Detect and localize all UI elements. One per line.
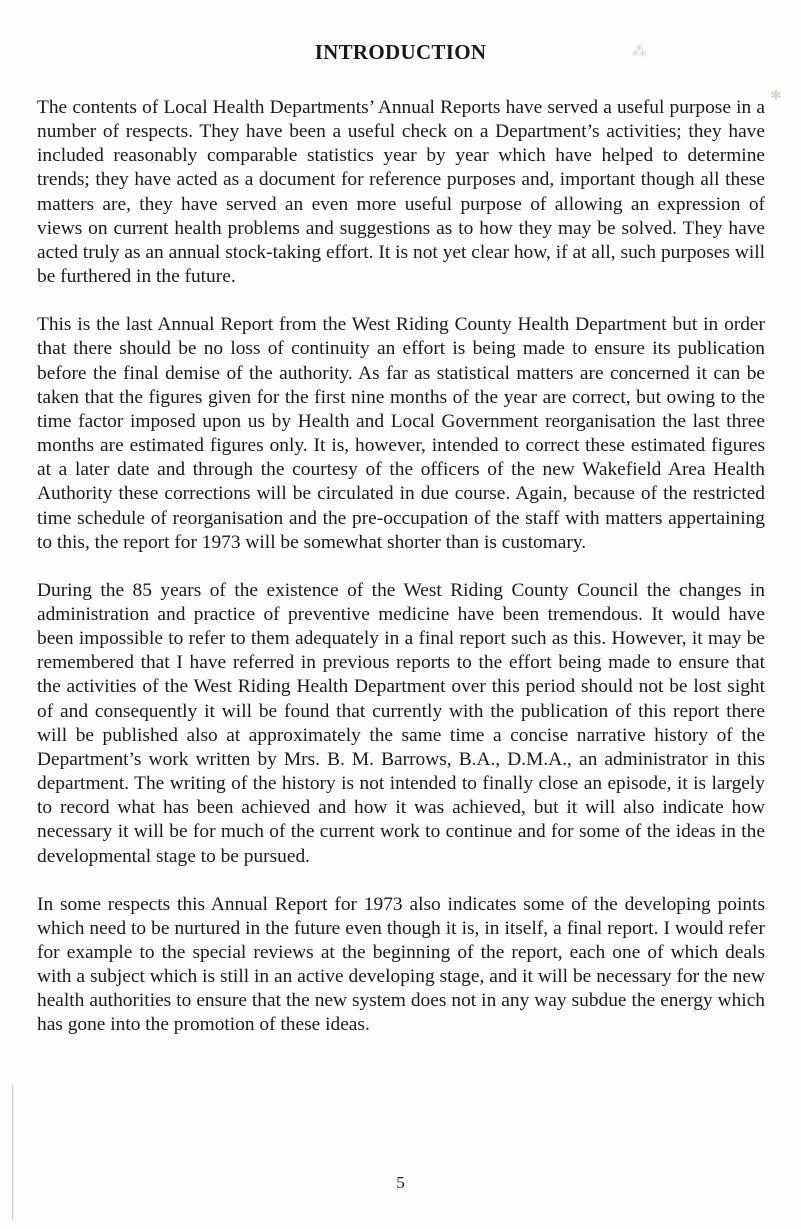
scan-edge-line bbox=[12, 1085, 13, 1220]
paragraph-4: In some respects this Annual Report for 1973 also indicates some of the developing points which need to be nurtured in the future even though it is, in itself, a final report. I would refer for example to the special reviews at the beginning of the report, each one of which deals with a subject which is still in an active developing stage, and it will be necessary for the new health authorities to ensure that the new system does not in any way subdue the energy which has gone into the promotion of these ideas. bbox=[37, 893, 765, 1036]
page-title: INTRODUCTION bbox=[314, 40, 487, 64]
page-number: 5 bbox=[396, 1173, 405, 1192]
faint-margin-mark: ✱ bbox=[770, 89, 782, 104]
body-text bbox=[37, 96, 765, 1062]
paragraph-2: This is the last Annual Report from the West Riding County Health Department but in order that there should be no loss of continuity an effort is being made to ensure its publication before the final demise of the authority. As far as statistical matters are concerned it can be taken that the figures given for the first nine months of the year are correct, but owing to the time factor imposed upon us by Health and Local Government reorganisation the last three months are estimated figures only. It is, however, intended to correct these estimated figures at a later date and through the courtesy of the officers of the new Wakefield Area Health Authority these corrections will be circulated in due course. Again, because of the restricted time schedule of reorganisation and the pre-occupation of the staff with matters appertaining to this, the report for 1973 will be somewhat shorter than is customary. bbox=[37, 314, 765, 553]
faint-stamp-mark: ⁂ bbox=[632, 45, 646, 60]
paragraph-1: The contents of Local Health Departments’ Annual Reports have served a useful purpose in a number of respects. They have been a useful check on a Department’s activities; they have included reasonably comparable statistics year by year which have helped to determine trends; they have acted as a document for reference purposes and, important though all these matters are, they have served an even more useful purpose of allowing an expression of views on current health problems and suggestions as to how they may be solved. They have acted truly as an annual stock-taking effort. It is not yet clear how, if at all, such purposes will be furthered in the future. bbox=[37, 97, 765, 288]
paragraph-3: During the 85 years of the existence of the West Riding County Council the changes in administration and practice of preventive medicine have been tremendous. It would have been impossible to refer to them adequately in a final report such as this. However, it may be remembered that I have referred in previous reports to the effort being made to ensure that the activities of the West Riding Health Department over this period should not be lost sight of and consequently it will be found that currently with the publication of this report there will be published also at approximately the same time a concise narrative history of the Department’s work written by Mrs. B. M. Barrows, B.A., D.M.A., an administrator in this department. The writing of the history is not intended to finally close an episode, it is largely to record what has been achieved and how it was achieved, but it will also indicate how necessary it will be for much of the current work to continue and for some of the ideas in the developmental stage to be pursued. bbox=[37, 579, 765, 867]
